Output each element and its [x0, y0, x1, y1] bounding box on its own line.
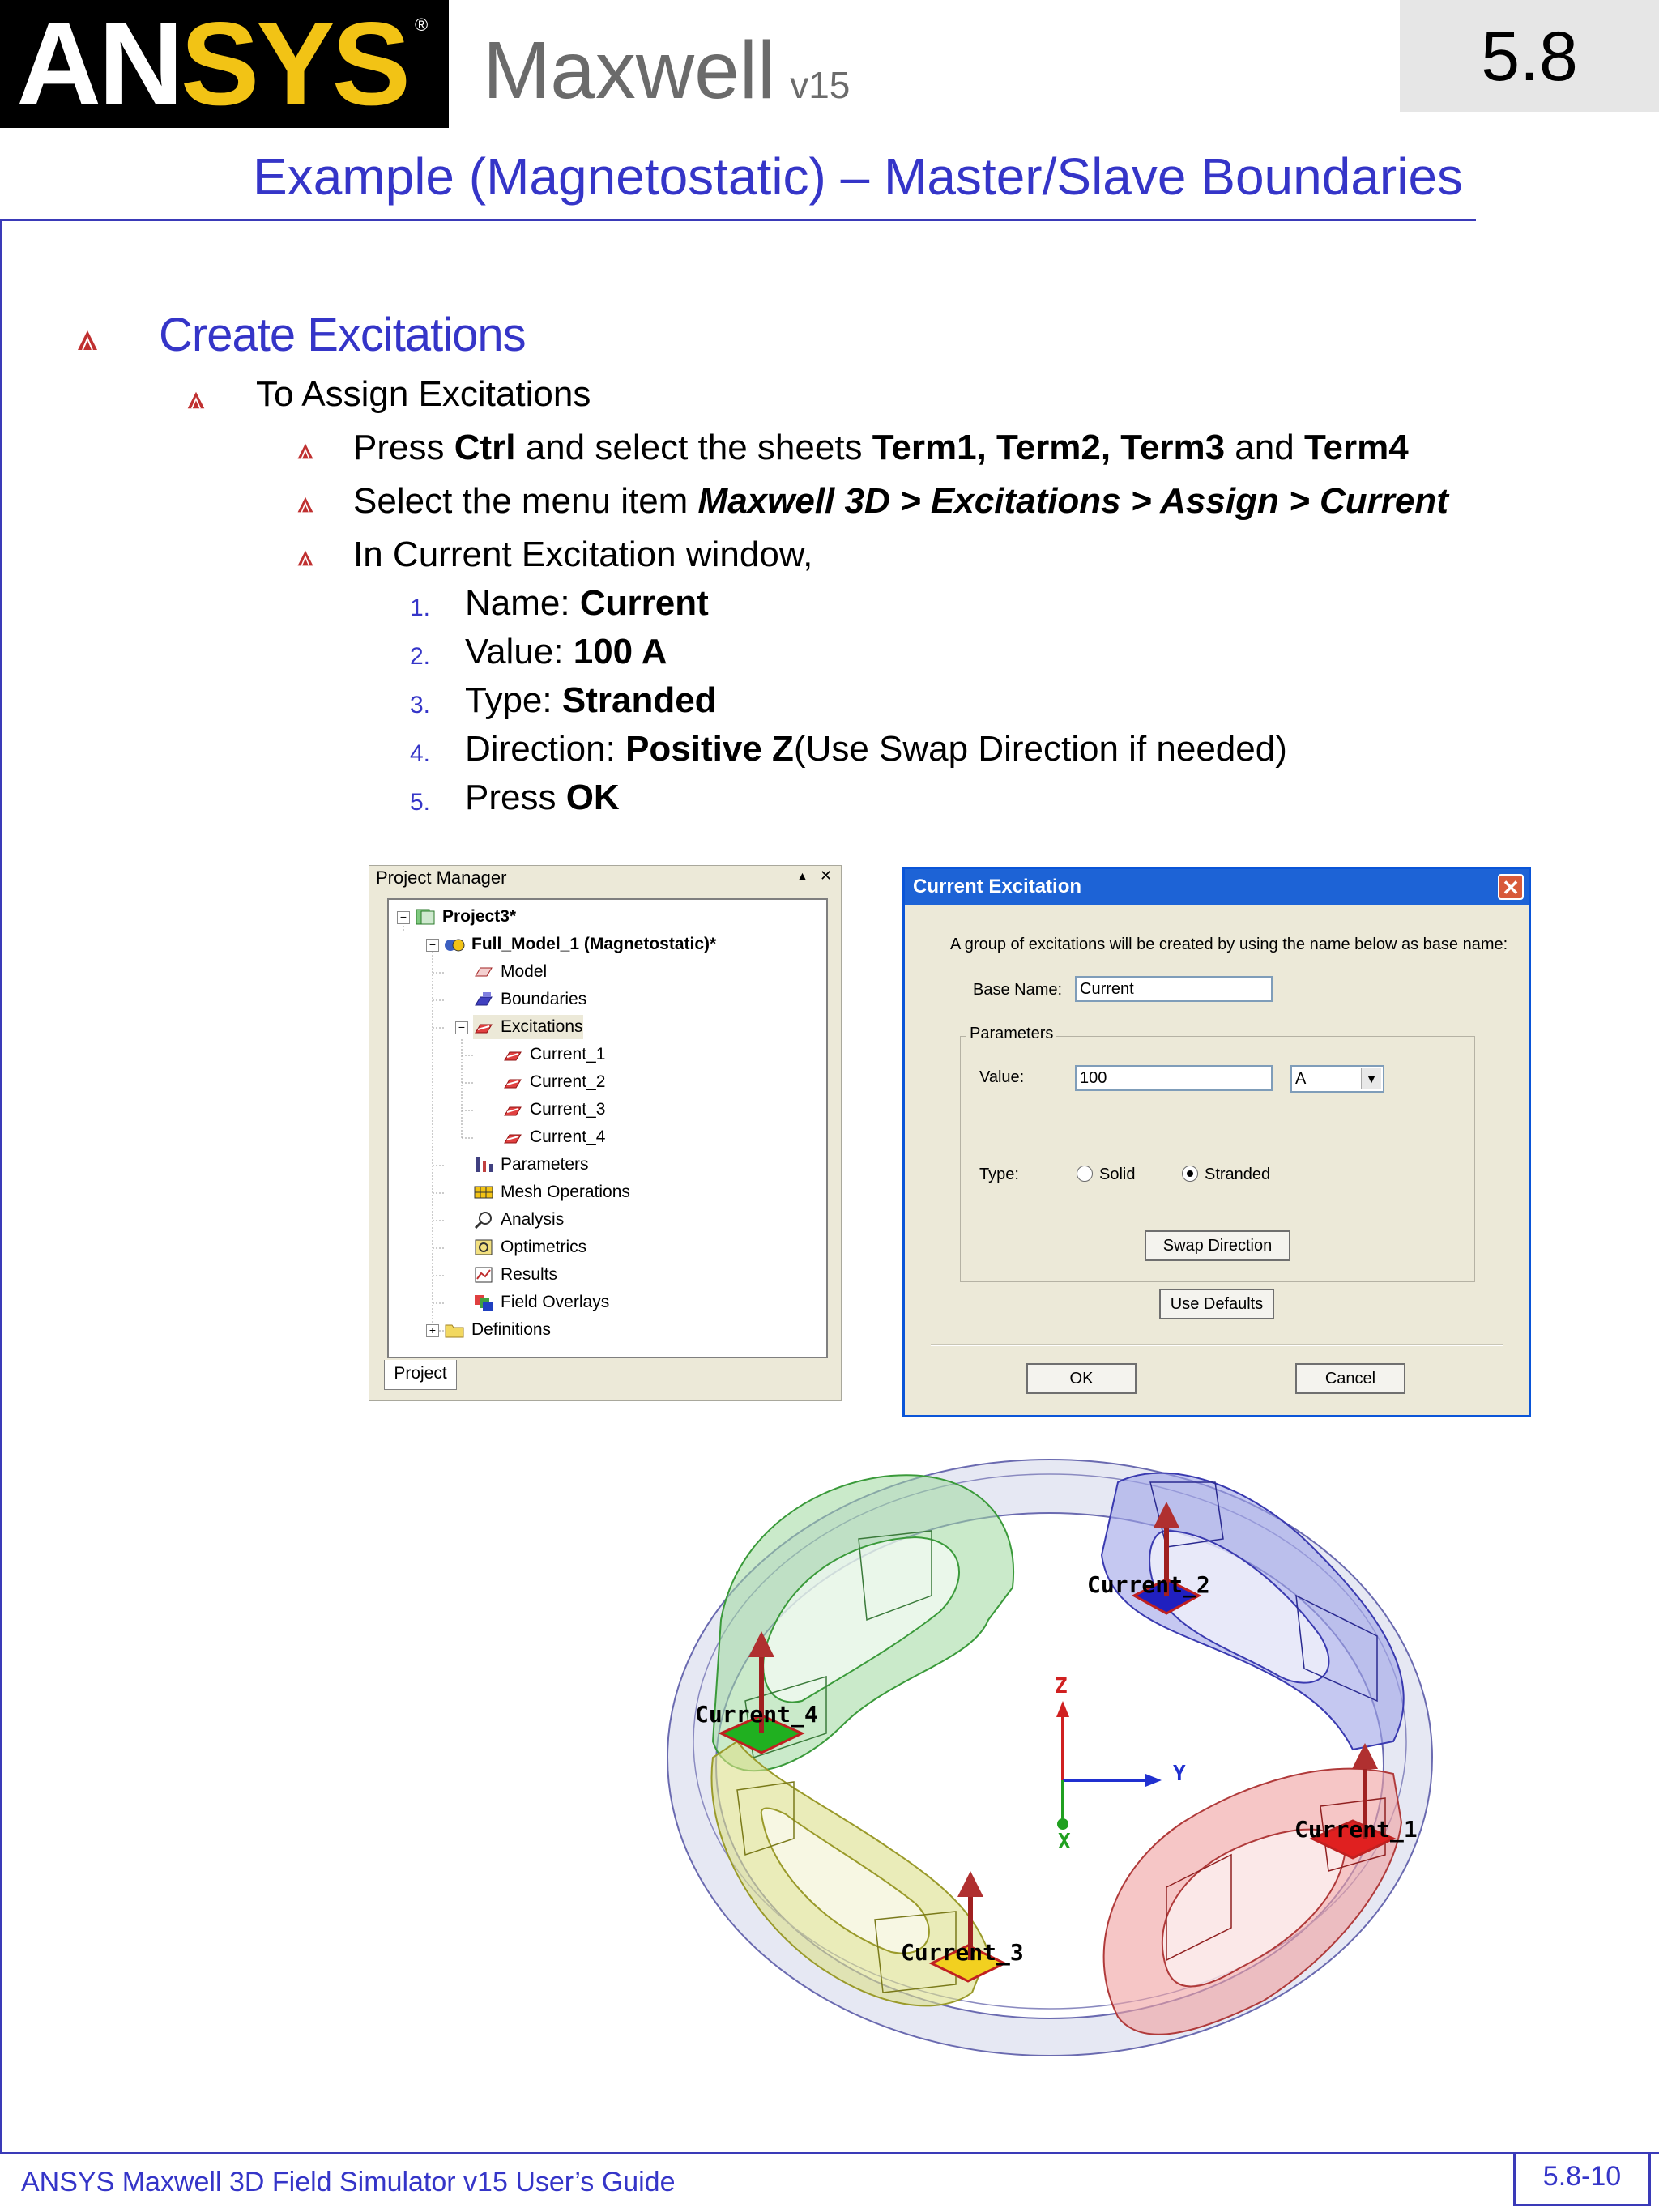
solid-radio[interactable] [1077, 1166, 1093, 1182]
dialog-intro-text: A group of excitations will be created by using the name below as base name: [950, 936, 1508, 953]
use-defaults-button[interactable]: Use Defaults [1159, 1289, 1274, 1319]
tree-item-current-3[interactable]: Current_3 [502, 1097, 605, 1122]
excitation-icon [502, 1046, 523, 1063]
project-manager-title: Project Manager [376, 867, 507, 888]
bullet-icon [296, 442, 314, 460]
dialog-titlebar [905, 869, 1529, 905]
base-name-input[interactable]: Current [1075, 976, 1273, 1002]
project-tree [387, 898, 828, 1358]
step-press-ok: Press OK [465, 778, 620, 817]
subheading-assign-excitations: To Assign Excitations [256, 374, 591, 414]
product-version: v15 [790, 64, 851, 106]
optimetrics-icon [473, 1238, 494, 1256]
unit-select[interactable] [1290, 1065, 1384, 1093]
section-number: 5.8 [1481, 18, 1578, 96]
axis-y-label: Y [1173, 1762, 1186, 1786]
section-box [1400, 0, 1659, 112]
footer-divider [0, 2152, 1659, 2154]
cancel-button[interactable]: Cancel [1295, 1363, 1405, 1394]
step-name: Name: Current [465, 583, 709, 623]
title-divider [0, 219, 1476, 221]
bullet-icon [186, 390, 206, 410]
tree-item-optimetrics[interactable]: Optimetrics [473, 1235, 586, 1259]
bullet-current-window: In Current Excitation window, [353, 535, 813, 574]
label-current-2: Current_2 [1087, 1571, 1210, 1598]
bullet-icon [296, 549, 314, 567]
mesh-icon [473, 1183, 494, 1201]
value-input[interactable]: 100 [1075, 1065, 1273, 1091]
boundaries-icon [473, 991, 494, 1008]
bullet-icon [296, 496, 314, 514]
close-icon[interactable]: ✕ [1498, 874, 1524, 900]
step-direction: Direction: Positive Z(Use Swap Direction if needed) [465, 729, 1287, 769]
collapse-design-toggle[interactable]: − [426, 939, 439, 952]
bullet-icon [76, 329, 99, 352]
label-current-4: Current_4 [695, 1701, 818, 1728]
excitation-icon [502, 1073, 523, 1091]
step-number: 4. [410, 740, 431, 767]
tab-project[interactable]: Project [384, 1360, 457, 1390]
tree-item-project[interactable]: Project3* [415, 905, 516, 929]
tree-item-results[interactable]: Results [473, 1263, 557, 1287]
collapse-project-toggle[interactable]: − [397, 911, 410, 924]
chevron-down-icon: ▼ [1361, 1068, 1381, 1089]
project-icon [415, 908, 436, 926]
expand-definitions-toggle[interactable]: + [426, 1324, 439, 1337]
step-number: 3. [410, 692, 431, 718]
unit-select-value: A [1295, 1070, 1307, 1088]
ansys-logo [0, 0, 449, 128]
design-icon [444, 936, 465, 953]
parameters-icon [473, 1156, 494, 1174]
axis-x-label: X [1058, 1830, 1071, 1854]
folder-icon [444, 1321, 465, 1339]
axis-z-label: Z [1055, 1674, 1068, 1698]
close-icon[interactable]: ✕ [820, 867, 833, 884]
motor-model-view[interactable] [551, 1434, 1549, 2130]
tree-item-mesh-operations[interactable]: Mesh Operations [473, 1180, 630, 1204]
tree-item-field-overlays[interactable]: Field Overlays [473, 1290, 609, 1315]
tree-item-model[interactable]: Model [473, 960, 547, 984]
bullet-menu-item: Select the menu item Maxwell 3D > Excitations > Assign > Current [353, 481, 1448, 521]
step-value: Value: 100 A [465, 632, 667, 671]
excitation-icon [502, 1101, 523, 1119]
heading-create-excitations: Create Excitations [159, 309, 526, 361]
left-border [0, 219, 2, 2154]
stranded-radio[interactable] [1182, 1166, 1198, 1182]
stranded-radio-label: Stranded [1205, 1166, 1271, 1183]
excitations-icon [473, 1018, 494, 1036]
type-label: Type: [979, 1166, 1019, 1183]
tree-item-current-2[interactable]: Current_2 [502, 1070, 605, 1094]
page-number: 5.8-10 [1542, 2161, 1622, 2192]
base-name-label: Base Name: [973, 981, 1063, 999]
ok-button[interactable]: OK [1026, 1363, 1137, 1394]
swap-direction-button[interactable]: Swap Direction [1145, 1230, 1290, 1261]
dialog-separator [931, 1344, 1503, 1346]
footer-guide-title: ANSYS Maxwell 3D Field Simulator v15 User’s Guide [21, 2167, 676, 2197]
tree-item-boundaries[interactable]: Boundaries [473, 987, 586, 1012]
model-icon [473, 963, 494, 981]
project-manager-panel [369, 865, 842, 1401]
step-number: 2. [410, 643, 431, 670]
step-type: Type: Stranded [465, 680, 717, 720]
tree-item-excitations[interactable]: Excitations [473, 1015, 583, 1039]
current-excitation-dialog [902, 867, 1531, 1417]
product-name: Maxwell v15 [483, 25, 851, 116]
page-number-box [1513, 2153, 1651, 2206]
analysis-icon [473, 1211, 494, 1229]
tree-item-definitions[interactable]: Definitions [444, 1318, 551, 1342]
step-number: 1. [410, 595, 431, 621]
tree-lines [389, 900, 826, 1357]
label-current-1: Current_1 [1294, 1816, 1418, 1843]
tree-item-current-1[interactable]: Current_1 [502, 1042, 605, 1067]
dialog-title: Current Excitation [913, 876, 1082, 897]
pin-icon[interactable]: ▴ [799, 867, 807, 884]
tree-item-current-4[interactable]: Current_4 [502, 1125, 605, 1149]
excitation-icon [502, 1128, 523, 1146]
results-icon [473, 1266, 494, 1284]
tree-item-parameters[interactable]: Parameters [473, 1153, 589, 1177]
logo-text: ANSYS [16, 0, 408, 130]
value-label: Value: [979, 1068, 1025, 1086]
bullet-press-ctrl: Press Ctrl and select the sheets Term1, Term2, Term3 and Term4 [353, 428, 1409, 467]
label-current-3: Current_3 [901, 1939, 1024, 1966]
solid-radio-label: Solid [1099, 1166, 1136, 1183]
tree-item-design[interactable]: Full_Model_1 (Magnetostatic)* [444, 932, 716, 957]
collapse-excitations-toggle[interactable]: − [455, 1021, 468, 1034]
tree-item-analysis[interactable]: Analysis [473, 1208, 564, 1232]
logo-registered-mark: ® [415, 15, 429, 35]
parameters-group-label: Parameters [966, 1025, 1056, 1043]
field-overlays-icon [473, 1294, 494, 1311]
slide-title: Example (Magnetostatic) – Master/Slave Boundaries [253, 147, 1464, 206]
step-number: 5. [410, 789, 431, 816]
